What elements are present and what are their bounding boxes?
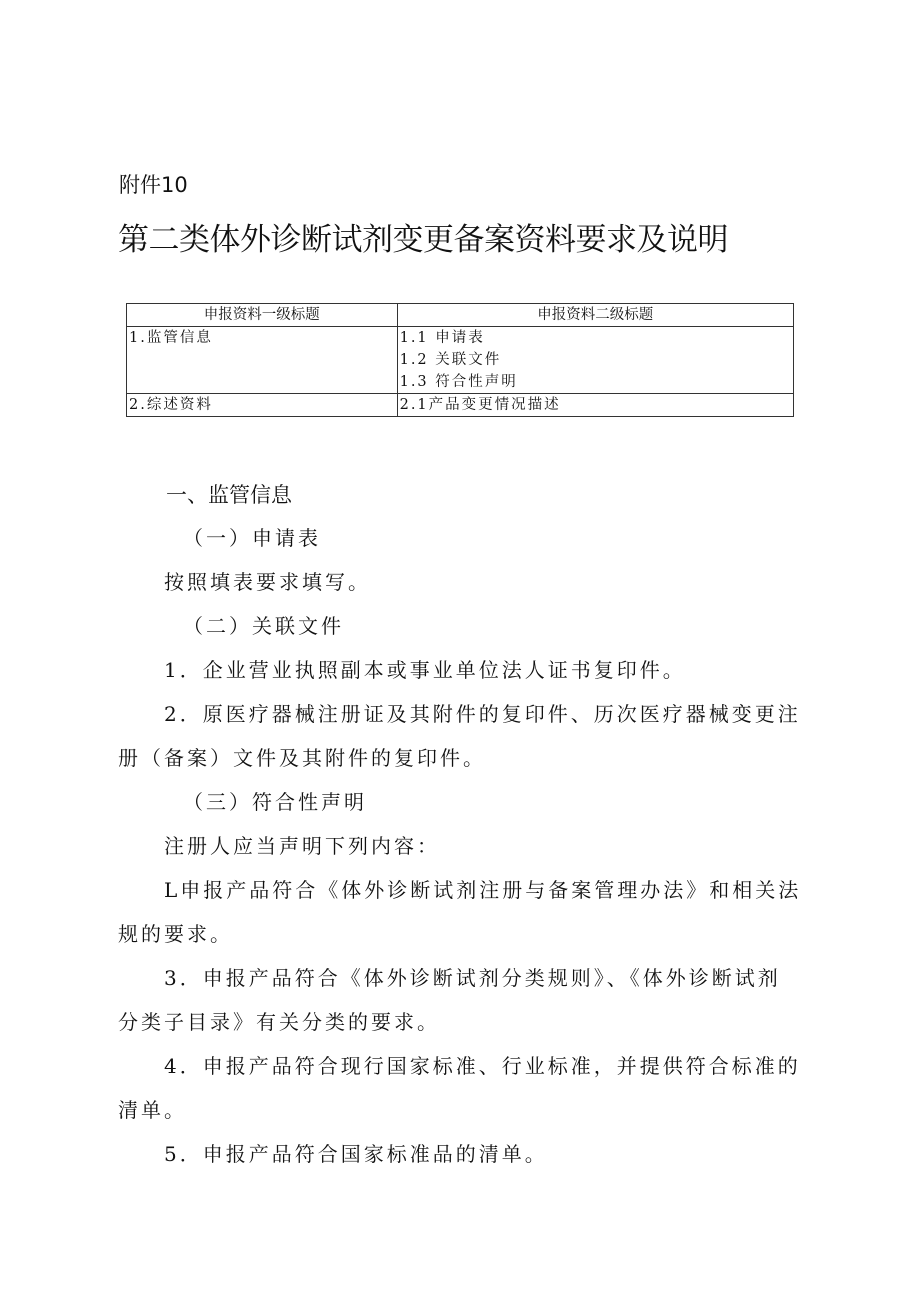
subsection-heading-related-documents: （二）关联文件 <box>183 614 344 638</box>
cell-text: 1.监管信息 <box>129 330 213 346</box>
list-item-continuation: 册（备案）文件及其附件的复印件。 <box>118 746 486 770</box>
table-cell-level1 <box>127 394 398 417</box>
table-cell-level2 <box>397 394 793 417</box>
section-heading: 一、监管信息 <box>166 483 292 507</box>
subsection-heading-application-form: （一）申请表 <box>183 526 321 550</box>
list-item: 5．申报产品符合国家标准品的清单。 <box>164 1142 548 1166</box>
table-header-row <box>127 304 794 327</box>
list-item: 3．申报产品符合《体外诊断试剂分类规则》、《体外诊断试剂 <box>164 966 781 990</box>
list-item-continuation: 分类子目录》有关分类的要求。 <box>118 1010 440 1034</box>
cell-text: 1.2 关联文件 <box>399 352 502 368</box>
table-cell-level1 <box>127 327 398 394</box>
list-item: L申报产品符合《体外诊断试剂注册与备案管理办法》和相关法 <box>164 878 802 902</box>
document-title: 第二类体外诊断试剂变更备案资料要求及说明 <box>118 222 728 258</box>
list-item: 4．申报产品符合现行国家标准、行业标准，并提供符合标准的 <box>164 1054 801 1078</box>
list-item-continuation: 规的要求。 <box>118 922 233 946</box>
cell-text: 2.1产品变更情况描述 <box>399 397 561 413</box>
attachment-label: 附件10 <box>119 173 188 197</box>
table-header-level2: 申报资料二级标题 <box>397 304 793 327</box>
paragraph: 注册人应当声明下列内容： <box>164 834 440 858</box>
table-row <box>127 327 794 394</box>
cell-text: 1.3 符合性声明 <box>399 374 518 390</box>
requirements-table <box>126 303 794 417</box>
table-row <box>127 394 794 417</box>
list-item: 2．原医疗器械注册证及其附件的复印件、历次医疗器械变更注 <box>164 702 801 726</box>
table-header-level1: 申报资料一级标题 <box>127 304 398 327</box>
table-cell-level2 <box>397 327 793 394</box>
paragraph: 按照填表要求填写。 <box>164 570 371 594</box>
cell-text: 2.综述资料 <box>129 397 213 413</box>
list-item-continuation: 清单。 <box>118 1098 187 1122</box>
subsection-heading-compliance-statement: （三）符合性声明 <box>183 790 367 814</box>
list-item: 1．企业营业执照副本或事业单位法人证书复印件。 <box>164 658 686 682</box>
cell-text: 1.1 申请表 <box>399 330 485 346</box>
